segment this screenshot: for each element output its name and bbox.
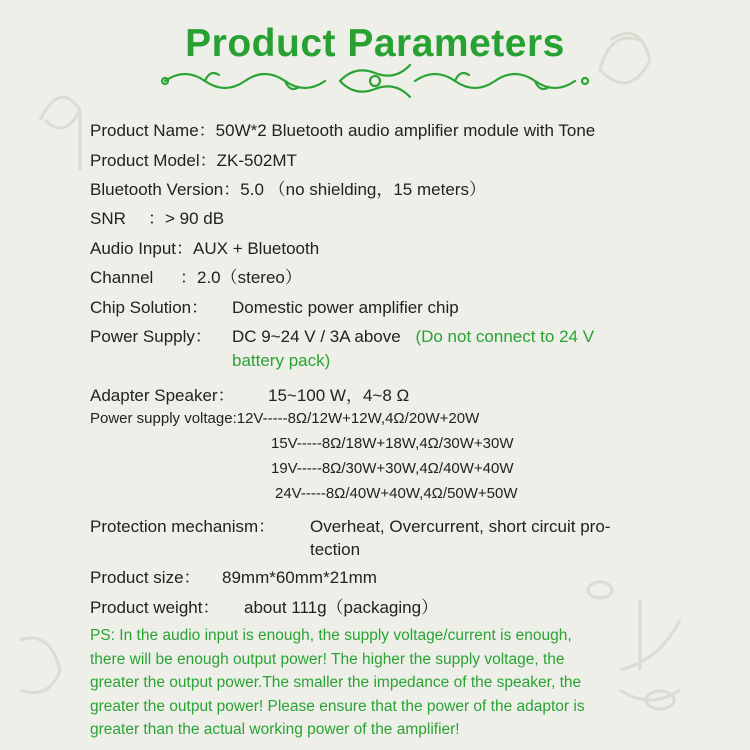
product-size-label: Product size： bbox=[90, 568, 201, 587]
page-title: Product Parameters bbox=[185, 22, 565, 65]
product-weight-value: about 111g（packaging） bbox=[244, 598, 439, 617]
ps-line: greater the output power.The smaller the impedance of the speaker, the bbox=[90, 674, 582, 691]
voltage-line-15v: 15V-----8Ω/18W+18W,4Ω/30W+30W bbox=[271, 435, 514, 452]
ps-note bbox=[90, 624, 670, 742]
product-weight-label: Product weight： bbox=[90, 598, 220, 617]
voltage-line-12v: 12V-----8Ω/12W+12W,4Ω/20W+20W bbox=[236, 410, 480, 427]
snr-value: ：> 90 dB bbox=[148, 209, 225, 228]
product-model-label: Product Model： bbox=[90, 151, 217, 170]
channel-label: Channel bbox=[90, 268, 154, 287]
chip-solution-value: Domestic power amplifier chip bbox=[232, 298, 459, 317]
adapter-speaker-value: 15~100 W，4~8 Ω bbox=[268, 386, 410, 405]
voltage-line-24v: 24V-----8Ω/40W+40W,4Ω/50W+50W bbox=[275, 485, 518, 502]
power-supply-label: Power Supply： bbox=[90, 327, 212, 346]
product-name-label: Product Name： bbox=[90, 121, 216, 140]
power-supply-row bbox=[90, 322, 594, 347]
voltage-row bbox=[90, 410, 479, 427]
protection-value-cont: tection bbox=[310, 540, 361, 559]
product-size-row bbox=[90, 563, 377, 588]
product-model-row bbox=[90, 146, 297, 171]
product-name-value: 50W*2 Bluetooth audio amplifier module with Tone bbox=[215, 121, 596, 140]
voltage-line-19v: 19V-----8Ω/30W+30W,4Ω/40W+40W bbox=[271, 460, 514, 477]
adapter-speaker-row bbox=[90, 381, 409, 406]
product-weight-row bbox=[90, 593, 438, 618]
protection-row bbox=[90, 512, 610, 537]
bluetooth-version-label: Bluetooth Version： bbox=[90, 180, 241, 199]
protection-label: Protection mechanism： bbox=[90, 517, 276, 536]
product-model-value: ZK-502MT bbox=[216, 151, 297, 170]
audio-input-value: AUX + Bluetooth bbox=[193, 239, 320, 258]
ps-line: greater the output power! Please ensure that the power of the adaptor is bbox=[90, 697, 585, 715]
ps-line: there will be enough output power! The higher the supply voltage, the bbox=[90, 650, 565, 668]
chip-solution-row bbox=[90, 293, 459, 318]
ornament-divider bbox=[160, 64, 590, 98]
adapter-speaker-label: Adapter Speaker： bbox=[90, 386, 235, 405]
snr-label: SNR bbox=[90, 209, 126, 228]
channel-row bbox=[90, 263, 302, 288]
chip-solution-label: Chip Solution： bbox=[90, 298, 209, 317]
product-name-row bbox=[90, 116, 595, 141]
snr-row bbox=[90, 204, 224, 229]
ps-line: greater than the actual working power of the amplifier! bbox=[90, 721, 460, 738]
bluetooth-version-row bbox=[90, 175, 486, 200]
voltage-label: Power supply voltage: bbox=[90, 410, 237, 427]
bluetooth-version-value: 5.0 （no shielding，15 meters） bbox=[240, 180, 486, 199]
protection-value: Overheat, Overcurrent, short circuit pro- bbox=[310, 517, 611, 536]
audio-input-row bbox=[90, 234, 319, 259]
ps-line: PS: In the audio input is enough, the supply voltage/current is enough, bbox=[90, 627, 572, 644]
channel-value: ：2.0（stereo） bbox=[180, 268, 302, 287]
audio-input-label: Audio Input： bbox=[90, 239, 194, 258]
power-supply-value: DC 9~24 V / 3A above bbox=[232, 327, 401, 346]
power-supply-warning-cont: battery pack) bbox=[232, 351, 331, 370]
product-size-value: 89mm*60mm*21mm bbox=[222, 568, 377, 587]
power-supply-warning: (Do not connect to 24 V bbox=[415, 327, 595, 346]
